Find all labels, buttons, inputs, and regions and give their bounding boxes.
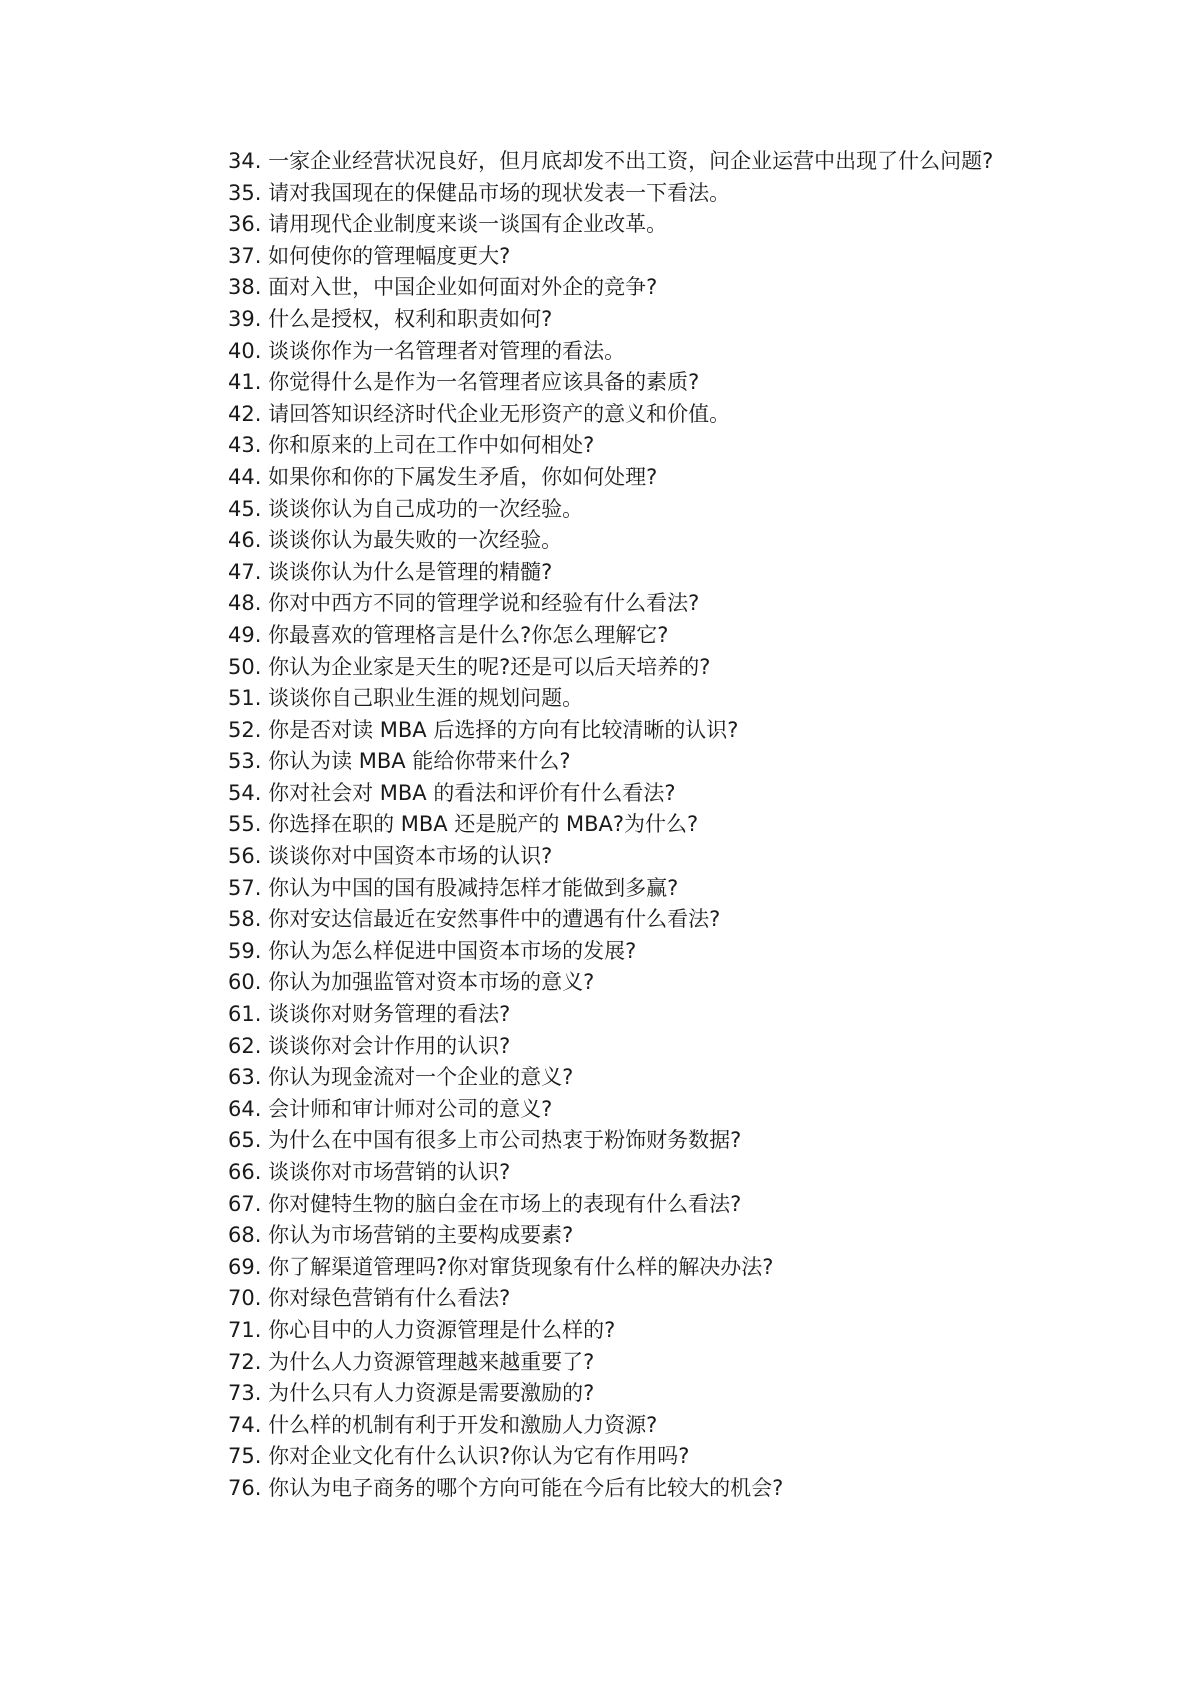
question-item: 37. 如何使你的管理幅度更大? xyxy=(228,243,511,268)
question-item: 63. 你认为现金流对一个企业的意义? xyxy=(228,1065,574,1090)
question-item: 49. 你最喜欢的管理格言是什么?你怎么理解它? xyxy=(228,622,669,647)
question-item: 69. 你了解渠道管理吗?你对窜货现象有什么样的解决办法? xyxy=(228,1254,774,1279)
question-item: 44. 如果你和你的下属发生矛盾，你如何处理? xyxy=(228,464,658,489)
question-item: 57. 你认为中国的国有股减持怎样才能做到多赢? xyxy=(228,875,679,900)
question-item: 58. 你对安达信最近在安然事件中的遭遇有什么看法? xyxy=(228,907,721,932)
question-item: 46. 谈谈你认为最失败的一次经验。 xyxy=(228,528,563,553)
question-item: 53. 你认为读 MBA 能给你带来什么? xyxy=(228,749,571,774)
question-item: 55. 你选择在职的 MBA 还是脱产的 MBA?为什么? xyxy=(228,812,699,837)
question-item: 34. 一家企业经营状况良好，但月底却发不出工资，问企业运营中出现了什么问题? xyxy=(228,149,994,173)
question-item: 64. 会计师和审计师对公司的意义? xyxy=(228,1096,553,1121)
question-item: 41. 你觉得什么是作为一名管理者应该具备的素质? xyxy=(228,370,700,395)
question-item: 48. 你对中西方不同的管理学说和经验有什么看法? xyxy=(228,591,700,616)
question-item: 42. 请回答知识经济时代企业无形资产的意义和价值。 xyxy=(228,401,731,426)
question-item: 60. 你认为加强监管对资本市场的意义? xyxy=(228,970,595,995)
question-item: 38. 面对入世，中国企业如何面对外企的竞争? xyxy=(228,275,658,300)
question-item: 56. 谈谈你对中国资本市场的认识? xyxy=(228,844,553,869)
question-item: 67. 你对健特生物的脑白金在市场上的表现有什么看法? xyxy=(228,1191,742,1216)
question-item: 35. 请对我国现在的保健品市场的现状发表一下看法。 xyxy=(228,180,731,205)
question-item: 45. 谈谈你认为自己成功的一次经验。 xyxy=(228,496,584,521)
question-item: 72. 为什么人力资源管理越来越重要了? xyxy=(228,1349,595,1374)
question-item: 39. 什么是授权，权利和职责如何? xyxy=(228,306,553,331)
question-item: 76. 你认为电子商务的哪个方向可能在今后有比较大的机会? xyxy=(228,1475,784,1500)
question-item: 59. 你认为怎么样促进中国资本市场的发展? xyxy=(228,938,637,963)
question-item: 75. 你对企业文化有什么认识?你认为它有作用吗? xyxy=(228,1444,690,1469)
question-item: 66. 谈谈你对市场营销的认识? xyxy=(228,1160,511,1184)
question-item: 47. 谈谈你认为什么是管理的精髓? xyxy=(228,559,553,584)
question-item: 36. 请用现代企业制度来谈一谈国有企业改革。 xyxy=(228,212,668,237)
question-item: 70. 你对绿色营销有什么看法? xyxy=(228,1286,511,1311)
question-item: 71. 你心目中的人力资源管理是什么样的? xyxy=(228,1317,616,1342)
question-item: 61. 谈谈你对财务管理的看法? xyxy=(228,1002,511,1027)
question-item: 68. 你认为市场营销的主要构成要素? xyxy=(228,1223,574,1248)
question-item: 73. 为什么只有人力资源是需要激励的? xyxy=(228,1381,595,1406)
question-item: 54. 你对社会对 MBA 的看法和评价有什么看法? xyxy=(228,780,676,805)
question-item: 51. 谈谈你自己职业生涯的规划问题。 xyxy=(228,686,584,711)
question-item: 43. 你和原来的上司在工作中如何相处? xyxy=(228,433,595,458)
question-item: 62. 谈谈你对会计作用的认识? xyxy=(228,1033,511,1058)
question-item: 50. 你认为企业家是天生的呢?还是可以后天培养的? xyxy=(228,654,711,679)
question-item: 74. 什么样的机制有利于开发和激励人力资源? xyxy=(228,1412,658,1437)
question-item: 52. 你是否对读 MBA 后选择的方向有比较清晰的认识? xyxy=(228,717,739,742)
question-item: 65. 为什么在中国有很多上市公司热衷于粉饰财务数据? xyxy=(228,1128,742,1153)
question-list xyxy=(150,146,1030,1505)
question-item: 40. 谈谈你作为一名管理者对管理的看法。 xyxy=(228,338,626,363)
